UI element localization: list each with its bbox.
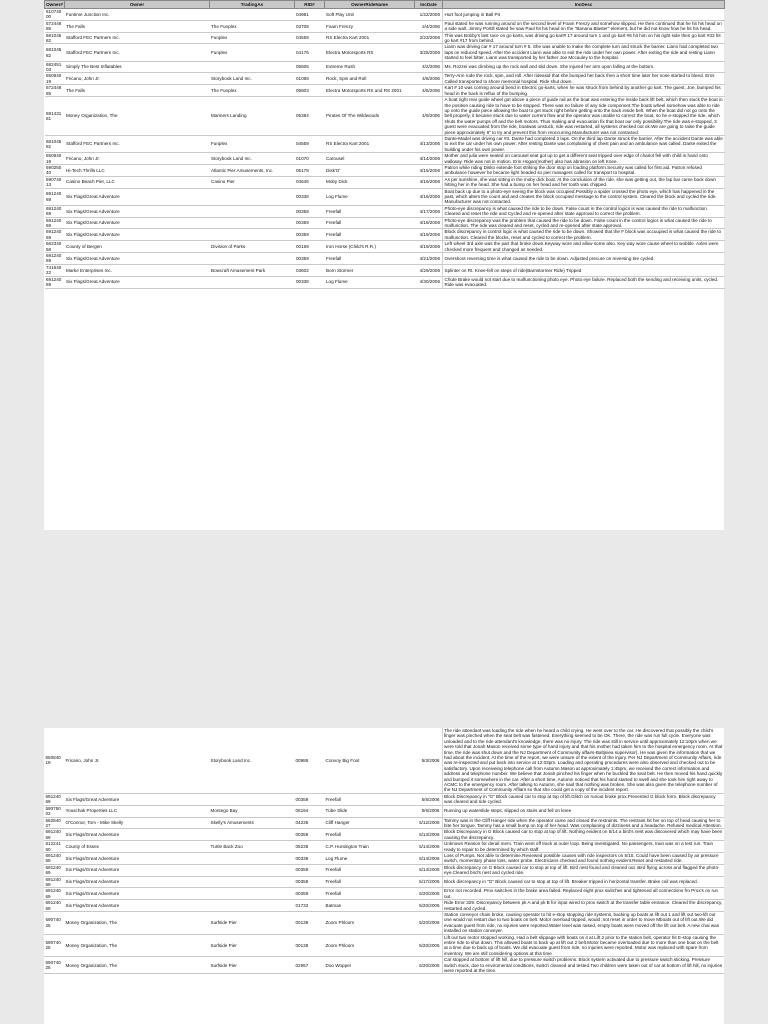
cell-owner: Marke Enterprises Inc. — [65, 264, 210, 276]
cell-incident-description: Photo-eye discrepancy was the problem that caused the ride to be down. False count in the control logics is what caused the ride to malfunction. The ride was cleared and reset, cycled and re-opened after state approval. — [443, 217, 725, 229]
cell-ride-name: Tube Slide — [324, 805, 414, 817]
cell-trading-as: Surfside Pier — [209, 957, 294, 974]
cell-ride-id: 03708 — [295, 20, 325, 32]
cell-ride-name: Disk'O' — [325, 164, 415, 176]
header-ride-id: RID# — [295, 1, 325, 9]
cell-ride-name: Freefall — [324, 864, 414, 876]
cell-incident-description: Block discrepancy in "G" Block caused car to stop at top of lift. Breaker tripped in horizontal transfer. Brake coil was replaced. — [442, 876, 724, 888]
cell-owner-number: 61074000 — [45, 9, 65, 21]
cell-owner: Six Flags/Great Adventure — [64, 900, 209, 912]
cell-owner-number: 69124069 — [44, 888, 64, 900]
incident-table-page-1 — [44, 0, 725, 289]
table-row — [44, 957, 724, 974]
cell-incident-description: Left wheel 3rd axle was the part that broke down.Keyway wore and allow some also. Key way wore cause wheel to wobble. Axles were checked more frequent and changed as needed. — [443, 241, 725, 253]
cell-ride-id: 05506 — [295, 61, 325, 73]
table-row — [45, 97, 725, 136]
cell-owner: Stafford FEC Partners Inc. — [65, 32, 210, 44]
cell-incident-description: Boat back up due to a photo-eye seeing the block was occupied.Possibly a spider crossed the photo eye, which has happened in the past, which alters the count and and creates the block occupied message to the control system. Cleared the block and cycled the ride. Manufacturer was not contacted. — [443, 188, 725, 205]
cell-owner-number: 55084019 — [45, 153, 65, 165]
cell-trading-as — [210, 253, 295, 265]
cell-owner: Casino Beach Pier, LLC — [65, 176, 210, 188]
cell-trading-as — [210, 205, 295, 217]
cell-incident-description: Loss of Pumps. Not able to determine.Reviewed possible causes with ride inspectors on 5/15. Could have been caused by air pressure switch, momentary phase loss, water probe. Electricians checked and found nothing evident.Reset and restarted ride. — [442, 852, 724, 864]
cell-trading-as — [210, 61, 295, 73]
cell-ride-name: Foam Frenzy — [325, 20, 415, 32]
cell-ride-name: Moby Dick — [325, 176, 415, 188]
cell-trading-as: Skelly's Amusements — [209, 817, 294, 829]
cell-trading-as: Surfside Pier — [209, 934, 294, 957]
table-row — [45, 44, 725, 61]
cell-incident-description: The ride attendant was loading the ride when he heard a child crying. He went over to the car. He discovered that possibly the child's finger was pinched when the seat belt was fastened. Everything seemed to be OK. There, the ride was run full cycle. Everyone was unloaded and to the ride attendant's knowledge, there was no injury. The ride was still in service until approximately 12:10pm when we were told that Jonah Mason received some type of hand injury and that his mother had taken him to the hospital emergency room. At that time, the ride was shut down and the NJ Department of Community affairs-Baltjniea supervisor). He was given the information that we had about the incident. At the time of the report, we were unsure of the extent of the injury. Per NJ Department of Community Affairs, ride was re-inspected and put back into service at 12:03pm. Loading and operating procedures were also observed and checked out to be satisfactory. Upon receiveing telephone call from Autumn Mason at approximately 1:45pm, we received the correct information and address and telephone number. We believe that Jonah pinched his finger when he buckled the seat belt. He then moved his hand quickly and bumped it somewhere in the car. After a short time, Autumn noticed that his hand started to swell and she took him right away to ACMC to the emergency room. After talking to Autumn, she said that nothing was broken. She was also given the telephone number of the NJ Department of Community Affiars so that she could get a copy of the incident report. — [444, 728, 723, 793]
cell-incident-date: 5/14/2006 — [414, 864, 442, 876]
cell-owner-number: 69124069 — [45, 205, 65, 217]
cell-incident-date: 5/6/2006 — [414, 805, 442, 817]
cell-incident-description: Tammy was in the Cliff Hanger ride when the operator came and closed the restraints. The restraint hit her on top of head causing her to bite her tongue. Tammy has a small bump on top of her head. Was complaining of dizziness and a headache. Refused medical Attention. — [442, 817, 724, 829]
cell-ride-id: 00359 — [295, 253, 325, 265]
cell-ride-id: 02957 — [294, 957, 324, 974]
cell-incident-date: 5/20/2006 — [414, 912, 442, 935]
cell-incident-description: Patron while riding Disko extende foot striking the door stop on loading platform.Security was called for first aid. Patron refused ambulance however he became light headed so pier managers called for transport to hospital. — [443, 164, 725, 176]
table-row — [45, 264, 725, 276]
cell-ride-id: 04646 — [295, 176, 325, 188]
cell-ride-name: Freefall — [325, 205, 415, 217]
cell-trading-as: Mariners Landing — [210, 97, 295, 136]
cell-ride-id: 05238 — [294, 841, 324, 853]
cell-ride-id: 01732 — [294, 900, 324, 912]
table-row — [44, 805, 724, 817]
cell-trading-as — [209, 900, 294, 912]
cell-incident-description: Block discrepancy on G Block caused car to stop at top of lift. Bird nest found and cleaned out. Bird flying across and flagged the photo-eye.Cleared bird's nest and cycled ride. — [442, 864, 724, 876]
cell-ride-id: 04559 — [295, 32, 325, 44]
cell-ride-name: Batman — [324, 900, 414, 912]
cell-trading-as: Funplex — [210, 32, 295, 44]
table-body-page-1 — [45, 9, 725, 289]
cell-incident-date: 5/20/2006 — [414, 888, 442, 900]
cell-ride-name: Extreme Rush — [325, 61, 415, 73]
table-row — [44, 900, 724, 912]
cell-ride-id: 00359 — [294, 888, 324, 900]
cell-incident-date: 5/20/2006 — [414, 957, 442, 974]
table-row — [45, 217, 725, 229]
cell-incident-date: 5/14/2006 — [414, 841, 442, 853]
cell-trading-as: Bowcraft Amusement Park — [210, 264, 295, 276]
table-row — [44, 888, 724, 900]
cell-owner-number: 68104582 — [45, 32, 65, 44]
cell-owner-number: 69124069 — [44, 876, 64, 888]
cell-owner: Six Flags/Great Adventure — [65, 229, 210, 241]
cell-owner-number: 59075002 — [44, 805, 64, 817]
cell-incident-date: 5/14/2006 — [414, 852, 442, 864]
cell-incident-date: 4/13/2006 — [415, 135, 443, 152]
cell-owner: Six Flags/Great Adventure — [64, 829, 209, 841]
cell-ride-name: Born Stormer — [325, 264, 415, 276]
cell-incident-description: Running up waterslide steps, slipped on stairs and fell on knee — [442, 805, 724, 817]
cell-owner: County of Bergen — [65, 241, 210, 253]
cell-incident-description: Ride Error 329. Discrepancy between pk A and pk B for input wired to prox switch at the transfer table entrance. Cleared the discrepancy, restarted and cycled. — [444, 900, 723, 911]
table-row — [45, 61, 725, 73]
cell-incident-date: 4/18/2006 — [415, 217, 443, 229]
cell-ride-id: 00359 — [295, 229, 325, 241]
cell-incident-date: 4/5/2006 — [415, 85, 443, 97]
cell-owner-number: 69124069 — [44, 900, 64, 912]
table-row — [45, 188, 725, 205]
cell-ride-name: RS Electra Kart 2001 — [325, 135, 415, 152]
cell-incident-date: 5/20/2006 — [414, 934, 442, 957]
cell-ride-name: Pirates Of The Wildwoods — [325, 97, 415, 136]
cell-incident-description: Unknown Reason for derail mem. Train went off track at outer loop. Being investigated. No passengers, train was on a test run. Train ready to repair to be determined by which staff. — [442, 841, 724, 853]
table-row — [45, 9, 725, 21]
cell-incident-date: 1/22/2006 — [415, 9, 443, 21]
cell-owner-number: 56234058 — [45, 241, 65, 253]
cell-owner: Money Organization, The — [65, 97, 210, 136]
cell-owner: County of Essex — [64, 841, 209, 853]
cell-incident-description: Liann was driving car # 17 around turn # 5. She was unable to make the complete turn and struck the barrier. Liann had completed two laps on reduced speed. After the accident Liann was able to exit the ride under her own power. After exiting the ride and resting Liann started to feel bitter. Liann was transported by her father Joe Mccauley to the hospital. — [443, 44, 725, 61]
header-owner-number: Owner# — [46, 1, 63, 7]
cell-owner: O'Connor, Tom - Mike Skelly — [64, 817, 209, 829]
table-row — [44, 793, 724, 805]
cell-owner-number: 59074013 — [45, 176, 65, 188]
cell-ride-id: 04981 — [295, 9, 325, 21]
cell-ride-name: Log Flume — [325, 276, 415, 288]
report-page-2 — [44, 728, 724, 1024]
cell-ride-id: 05803 — [295, 85, 325, 97]
cell-ride-name: Iron Horse (Child's R.R.) — [325, 241, 415, 253]
cell-owner: Six Flags/Great Adventure — [64, 852, 209, 864]
cell-ride-name: Cliff Hanger — [324, 817, 414, 829]
cell-incident-description: Hurt foot jumping in Ball Pit — [443, 9, 725, 21]
cell-ride-name: C.P. Huntington Train — [324, 841, 414, 853]
cell-trading-as: Turtle Back Zoo — [209, 841, 294, 853]
cell-incident-date: 5/12/2006 — [414, 817, 442, 829]
cell-owner-number: 58284027 — [44, 817, 64, 829]
cell-ride-name: Electra Motorsports RS — [325, 44, 415, 61]
cell-owner-number: 74164022 — [45, 264, 65, 276]
cell-ride-id: 00359 — [294, 864, 324, 876]
cell-incident-description: Block discrepancy in control logic is what caused the ride to be down. Showed that the F block was occuupied is what caused the ride to malfunction. Cleared the blocks, reset and cycled to correct the problem. — [443, 229, 725, 241]
cell-incident-description: Lift out two motor stopped working. Had a belt slippage with boats on it at Lift 2 prior to the station belt, operator hit E-stop causing the entire ride to shut down. This allowed boats to back up at lift out 2 belt.Motor became overloaded due to more than one boat on the belt at a time due to back up of boats. We did evacuate guest from ride, no injuries were reported. Motor was replaced with spare from inventory. We are still considering options at this time — [442, 934, 724, 957]
cell-trading-as — [210, 9, 295, 21]
table-row — [45, 164, 725, 176]
cell-owner: The Falls — [65, 85, 210, 97]
cell-owner: Simply The Best Inflatables — [65, 61, 210, 73]
cell-incident-description: Terry-Ann rode the rock, spin, and roll. After rideasid that she bumped her back then a short time later her nose started to bleed. Ems Called transported to shore memorial hospital. Ride shut down. — [443, 73, 725, 85]
cell-trading-as — [209, 829, 294, 841]
cell-ride-id: 00338 — [295, 276, 325, 288]
cell-ride-id: 00359 — [295, 217, 325, 229]
cell-ride-id: 01068 — [295, 73, 325, 85]
cell-incident-description: Kart # 10 was coming around bend in Electric go-karts, when he was struck from behind by another go kart. The guest, Joe, bumped his head in the back is reflux of the bumping. — [443, 85, 725, 97]
cell-owner: Six Flags/Great Adventure — [65, 188, 210, 205]
cell-owner: The Falls — [65, 20, 210, 32]
cell-owner: Six Flags/Great Adventure — [64, 876, 209, 888]
table-row — [45, 253, 725, 265]
cell-owner: Money Organization, The — [64, 912, 209, 935]
table-row — [45, 32, 725, 44]
table-row — [45, 20, 725, 32]
table-body-page-2 — [44, 728, 724, 974]
cell-incident-description: Dante-Madel was driving car #3. Dante had completed 2 laps. On the third lap Dante struck the barrier. After the accident Dante was able to exit the car under his own power. After resting Dante was complaining of chest pain and an ambulance was called. Dante exited the building under his own power. — [444, 135, 723, 152]
cell-ride-name: Rock, Spin and Roll — [325, 73, 415, 85]
cell-ride-name: Freefall — [324, 876, 414, 888]
cell-incident-date: 4/15/2006 — [415, 164, 443, 176]
cell-incident-description: Station conveyor chain broke, causing operator to hit e-stop stopping ride systems, backing up boats at lift out 1 and lift out two-lift out one would not restart due to two boats on belt. Motor overload tripped, would ;not reset in order to move Mboats out of lift out.We did evacuate guest from ride, no injuries were reported.Water level was raised, empty boats were moved off the lift out belt. A new chai was installed on station conveyer. — [442, 912, 724, 935]
cell-owner: Fricano, John Jr. — [65, 73, 210, 85]
cell-incident-description: Error not recorded. Prox switches in the brake area failed. Replaced eight prox switches and tightened all connections fro Prox's on run out. — [442, 888, 724, 900]
table-row — [45, 205, 725, 217]
cell-incident-date: 4/30/2006 — [415, 276, 443, 288]
table-row — [44, 912, 724, 935]
cell-owner-number: 69124069 — [45, 253, 65, 265]
cell-incident-date: 4/14/2006 — [415, 153, 443, 165]
table-row — [45, 176, 725, 188]
cell-trading-as: Division of Parks — [210, 241, 295, 253]
cell-owner: Funtime Junction Inc. — [65, 9, 210, 21]
header-incident-description: IncDesc — [443, 1, 725, 9]
cell-ride-id: 00169 — [295, 241, 325, 253]
cell-trading-as — [210, 276, 295, 288]
cell-trading-as — [210, 217, 295, 229]
cell-incident-date: 4/16/2006 — [415, 176, 443, 188]
cell-owner-number: 69124069 — [45, 217, 65, 229]
cell-ride-name: Log Flume — [325, 188, 415, 205]
cell-ride-id: 00138 — [294, 934, 324, 957]
cell-owner-number: 68104582 — [45, 135, 65, 152]
cell-owner-number: 68245103 — [45, 61, 65, 73]
table-row — [44, 934, 724, 957]
cell-incident-date: 5/13/2006 — [414, 829, 442, 841]
table-row — [45, 73, 725, 85]
cell-incident-date: 2/23/2006 — [415, 32, 443, 44]
cell-incident-description: A boat right rear guide wheel got above a piece of guide rail as the boat was entering the inside back lift belt, which then stuck the boat in the position causing ride to have to be stopped. There was no failure of any ride component.The boats wheel somehow was able to ride up onto the guide piece allowing the boat to get stuck right before getting onto the back inside belt. When the boat did not go onto the belt properly, it became stuck due to water current flow and the operator was unable to correct the boat, so he e-stopped the ride, which shuts the water pumps off and the belt motors. Thus making and evacuation fix that boat our only possibility.The ride was e-stopped, 3 guest were evacuated from the ride, boatwas unstuck, ride was restarted, all systems checked out ok.We are going to raise the guide piece approximately 6" to try and prevent this from reoccurring.Manufacturer was not contacted. — [444, 97, 723, 135]
cell-owner-number: 59074025 — [44, 957, 64, 974]
cell-trading-as: Storybook Land Inc. — [210, 153, 295, 165]
cell-ride-id: 00985 — [294, 728, 324, 793]
cell-owner: Fricano, John Jr. — [64, 728, 209, 793]
cell-incident-description: Block Discrepancy in "G" Block caused car to stop at top of lift.Glitch on runout brake prox.Prevented G block form. Block discrepancy was cleared and ride cycled. — [442, 793, 724, 805]
cell-trading-as: Funplex — [210, 44, 295, 61]
cell-ride-name: Zoom Phloom — [324, 912, 414, 935]
cell-ride-id: 00338 — [294, 852, 324, 864]
table-row — [44, 841, 724, 853]
cell-incident-description: As per sunshine, she was sitting in the moby dick boat. At the conclusion of the ride, she was getting out, the lap bar came back down hitting her in the head. She had a bump on her head and her tooth was chipped. — [443, 176, 725, 188]
cell-incident-description: Paul stated he was running around on the second level of Foam Frenzy and somehow slipped. He then continued that he hit his head on a side wall. Jimmy Portill stated he saw Paul hit his head on the "Banana Blaster" element, but he did not know how he hit his head. — [443, 20, 725, 32]
cell-ride-name: Freefall — [324, 829, 414, 841]
table-row — [45, 229, 725, 241]
cell-owner: Six Flags/Great Adventure — [64, 864, 209, 876]
cell-incident-description: Mother and julia were seated on carousel seat got up to get a different seat tripped over edge of chariot fell with child in hand onto walkway. Ride was not in motion. Erin Hogan(mother) also has abrasion on left Knee. — [443, 153, 725, 165]
cell-trading-as: Storybook Land Inc. — [210, 73, 295, 85]
cell-owner: Six Flags/Great Adventure — [65, 276, 210, 288]
cell-owner-number: 69124069 — [45, 229, 65, 241]
cell-ride-name: RS Electra Kart 2001 — [325, 32, 415, 44]
cell-owner: Stafford FEC Partners Inc. — [65, 135, 210, 152]
cell-trading-as — [209, 852, 294, 864]
cell-incident-date: 2/4/2006 — [415, 20, 443, 32]
cell-owner: Youschak Properties LLC — [64, 805, 209, 817]
cell-trading-as: Storybook Land Inc. — [209, 728, 294, 793]
cell-owner: Six Flags/Great Adventure — [65, 253, 210, 265]
cell-owner-number: 69124069 — [44, 829, 64, 841]
cell-incident-date: 5/6/2006 — [414, 793, 442, 805]
cell-ride-name: Carousel — [325, 153, 415, 165]
cell-trading-as — [210, 188, 295, 205]
table-row — [44, 864, 724, 876]
cell-trading-as: Atlantic Pier Amusements, Inc. — [210, 164, 295, 176]
cell-owner-number: 69124069 — [44, 852, 64, 864]
cell-incident-description: Ms. Rozzei was climbing up the rock wall and slid down. She injured her arm upon falling at the bottom. — [443, 61, 725, 73]
cell-owner: Money Organization, The — [64, 957, 209, 974]
cell-owner-number: 57244685 — [45, 20, 65, 32]
cell-owner-number: 59143181 — [45, 97, 65, 136]
cell-owner: Six Flags/Great Adventure — [64, 888, 209, 900]
cell-owner-number: 69124069 — [45, 188, 65, 205]
cell-ride-name: Zoom Phloom — [324, 934, 414, 957]
cell-incident-description: Block Discrepancy in G Block caused car to stop at top of lift. Nothing evident on 5/14 a bird's nest was discovered which may have been causing the discrepancy. — [444, 829, 723, 840]
report-page-1 — [44, 0, 724, 530]
cell-ride-id: 04235 — [294, 817, 324, 829]
header-ride-name: OwnerRideName — [325, 1, 415, 9]
cell-owner-number: 59074025 — [44, 912, 64, 935]
table-header-row — [45, 1, 725, 9]
cell-ride-name: Freefall — [325, 253, 415, 265]
cell-incident-date: 4/16/2006 — [415, 188, 443, 205]
cell-incident-description: Splinter on Rt. Knee-fell on steps of ride(Barnstormer Ride) Tripped — [443, 264, 725, 276]
cell-incident-date: 5/3/2006 — [414, 728, 442, 793]
cell-ride-id: 03602 — [295, 264, 325, 276]
cell-incident-description: Photo-eye discrepancy is what caused the ride to be down. False count in the control logics is was caused the ride to malfunction. Cleared and reset the ride and Cycled and re-opened after state approval to correct the problem. — [443, 205, 725, 217]
cell-incident-date: 4/19/2006 — [415, 229, 443, 241]
cell-owner-number: 69124069 — [44, 864, 64, 876]
cell-ride-id: 05194 — [294, 805, 324, 817]
header-trading-as: TradingAs — [210, 1, 295, 9]
cell-trading-as: The Funplex — [210, 85, 295, 97]
cell-trading-as — [209, 876, 294, 888]
cell-owner: Six Flags/Great Adventure — [65, 217, 210, 229]
cell-trading-as — [209, 864, 294, 876]
cell-owner-number: 59074025 — [44, 934, 64, 957]
cell-ride-name: Log Flume — [324, 852, 414, 864]
cell-trading-as — [209, 793, 294, 805]
cell-ride-name: Convoy Big Foot — [324, 728, 414, 793]
cell-incident-date: 4/8/2006 — [415, 73, 443, 85]
cell-incident-date: 3/25/2006 — [415, 44, 443, 61]
cell-incident-date: 5/20/2006 — [414, 900, 442, 912]
cell-ride-name: Freefall — [324, 793, 414, 805]
cell-ride-id: 00359 — [294, 829, 324, 841]
cell-owner-number: 68104582 — [45, 44, 65, 61]
cell-owner-number: 69124069 — [45, 276, 65, 288]
cell-incident-date: 4/2/2006 — [415, 61, 443, 73]
cell-ride-name: Freefall — [325, 217, 415, 229]
cell-trading-as — [209, 888, 294, 900]
cell-incident-description: Chute Brake would not start due to malfunctioning photo eye. Photo eye failure. Replaced both the sending and receiving units, cycled. Ride was evacuated. — [443, 276, 725, 288]
cell-ride-id: 01070 — [295, 153, 325, 165]
cell-trading-as: Casino Pier — [210, 176, 295, 188]
cell-incident-date: 4/17/2006 — [415, 205, 443, 217]
cell-ride-id: 05384 — [295, 97, 325, 136]
cell-trading-as — [210, 229, 295, 241]
table-row — [45, 85, 725, 97]
header-incident-date: IncDate — [415, 1, 443, 9]
cell-incident-date: 4/29/2006 — [415, 264, 443, 276]
table-row — [44, 852, 724, 864]
cell-owner-number: 59025040 — [45, 164, 65, 176]
cell-ride-id: 00359 — [294, 876, 324, 888]
table-row — [44, 876, 724, 888]
cell-owner-number: 61224160 — [44, 841, 64, 853]
cell-ride-id: 05178 — [295, 164, 325, 176]
cell-incident-description: Car stopped at bottom of lift hill, due to pressure switch problems. Block system activated due to pressure switch sticking. Pressure switch stuck, due to enviromental conditions, switch cleaned and tested.Two children were taken out of car at bottom of lift hill, no injuries were reported at the time. — [444, 957, 723, 974]
cell-owner-number: 55084019 — [44, 728, 64, 793]
table-row — [45, 241, 725, 253]
cell-ride-name: Freefall — [325, 229, 415, 241]
table-row — [44, 728, 724, 793]
cell-incident-date: 5/17/2006 — [414, 876, 442, 888]
table-row — [45, 135, 725, 152]
cell-ride-id: 00359 — [295, 205, 325, 217]
cell-owner-number: 57244685 — [45, 85, 65, 97]
cell-incident-description: This was Bobby's last race on go karts, was driving go kart# 17 around turn 1 and go kart #6 hit him on his right side then go kart #33 hit go kart #17 from behind. — [443, 32, 725, 44]
cell-trading-as: Funplex — [210, 135, 295, 152]
cell-ride-id: 00359 — [294, 793, 324, 805]
cell-owner: Fricano, John Jr. — [65, 153, 210, 165]
cell-owner: Hi-Tech Thrills LLC — [65, 164, 210, 176]
cell-ride-id: 00338 — [295, 188, 325, 205]
cell-ride-id: 04559 — [295, 135, 325, 152]
cell-trading-as: The Funplex — [210, 20, 295, 32]
cell-incident-date: 4/19/2006 — [415, 241, 443, 253]
cell-ride-id: 04176 — [295, 44, 325, 61]
cell-owner: Six Flags/Great Adventure — [65, 205, 210, 217]
cell-incident-description: Overshoot reversing time is what caused the ride to be down. Adjusted precure on reversing tire cycled. — [443, 253, 725, 265]
cell-owner-number: 69124069 — [44, 793, 64, 805]
cell-ride-name: Doo Wopper — [324, 957, 414, 974]
cell-incident-date: 4/21/2006 — [415, 253, 443, 265]
cell-ride-name: Freefall — [324, 888, 414, 900]
cell-owner-number: 55084019 — [45, 73, 65, 85]
incident-table-page-2 — [44, 728, 724, 974]
cell-trading-as: Montego Bay — [209, 805, 294, 817]
cell-owner: Six Flags/Great Adventure — [64, 793, 209, 805]
cell-ride-id: 00138 — [294, 912, 324, 935]
table-row — [45, 276, 725, 288]
header-owner: Owner — [65, 1, 210, 9]
cell-owner: Money Organization, The — [64, 934, 209, 957]
cell-owner: Stafford FEC Partners Inc. — [65, 44, 210, 61]
table-row — [45, 153, 725, 165]
cell-ride-name: Electra Motorsports RS and RS 2001 — [325, 85, 415, 97]
cell-incident-date: 4/9/2006 — [415, 97, 443, 136]
cell-ride-name: Soft Play Unit — [325, 9, 415, 21]
cell-trading-as: Surfside Pier — [209, 912, 294, 935]
table-row — [44, 817, 724, 829]
table-row — [44, 829, 724, 841]
